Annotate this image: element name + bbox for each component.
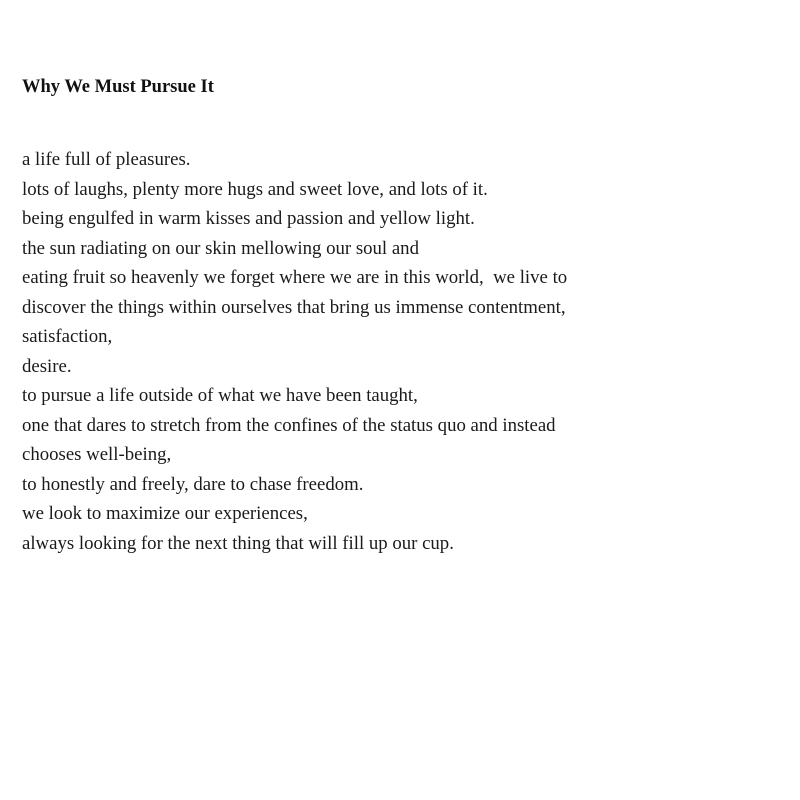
poem-line: discover the things within ourselves that bring us immense contentment, <box>22 296 566 318</box>
poem-title: Why We Must Pursue It <box>22 77 214 97</box>
poem-line: desire. <box>22 355 72 377</box>
poem-line: the sun radiating on our skin mellowing our soul and <box>22 237 419 259</box>
poem-line: a life full of pleasures. <box>22 149 191 170</box>
poem-body <box>22 145 792 558</box>
poem-line: always looking for the next thing that will fill up our cup. <box>22 532 454 554</box>
poem-line: to pursue a life outside of what we have been taught, <box>22 385 418 406</box>
poem-line: eating fruit so heavenly we forget where we are in this world, we live to <box>22 267 568 288</box>
poem-line: satisfaction, <box>22 326 113 347</box>
poem-line: we look to maximize our experiences, <box>22 503 308 524</box>
poem-line: to honestly and freely, dare to chase freedom. <box>22 473 364 495</box>
poem-line: chooses well-being, <box>22 444 172 465</box>
poem-line: lots of laughs, plenty more hugs and sweet love, and lots of it. <box>22 178 488 200</box>
poem-line: being engulfed in warm kisses and passion and yellow light. <box>22 208 475 229</box>
poem-line: one that dares to stretch from the confines of the status quo and instead <box>22 414 556 436</box>
